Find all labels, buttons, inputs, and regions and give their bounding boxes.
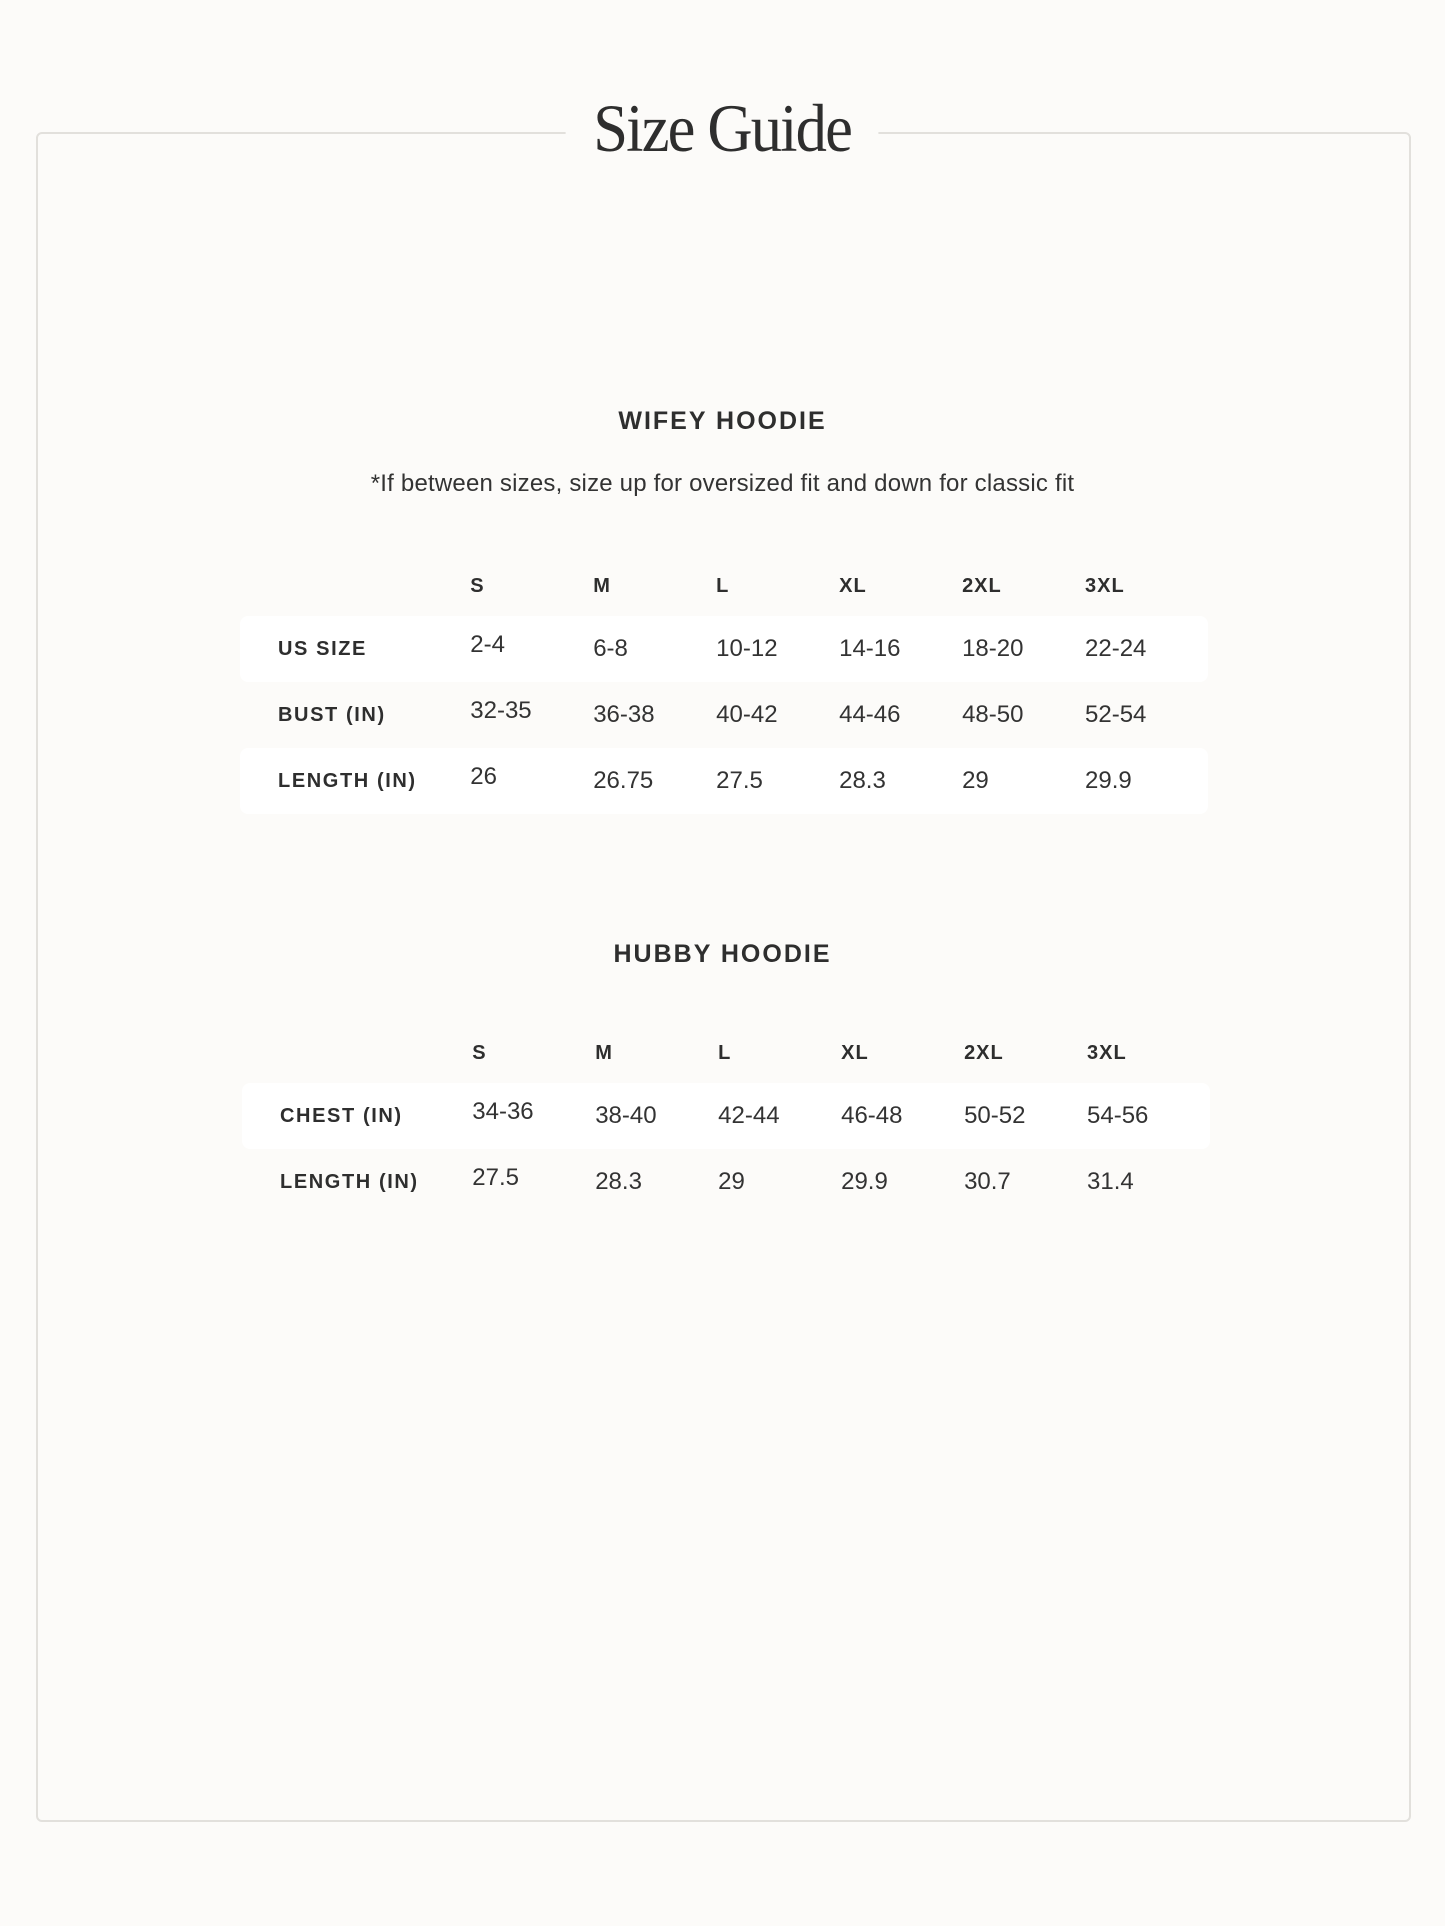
- table-cell: 34-36: [472, 1098, 534, 1125]
- column-header: 3XL: [1087, 1041, 1127, 1064]
- table-cell: 18-20: [962, 635, 1024, 662]
- table-cell: 46-48: [841, 1102, 903, 1129]
- wifey-size-table: [240, 556, 1208, 814]
- table-row-length: [240, 748, 1208, 814]
- table-cell: 22-24: [1085, 635, 1147, 662]
- table-cell: 29.9: [841, 1168, 888, 1195]
- table-cell: 32-35: [470, 697, 532, 724]
- row-label: CHEST (IN): [280, 1104, 403, 1127]
- table-row-us-size: [240, 616, 1208, 682]
- column-header: 2XL: [962, 574, 1002, 597]
- column-header: S: [470, 574, 485, 597]
- column-header: 2XL: [964, 1041, 1004, 1064]
- table-cell: 40-42: [716, 701, 778, 728]
- column-header: 3XL: [1085, 574, 1125, 597]
- hubby-hoodie-heading: HUBBY HOODIE: [613, 940, 832, 968]
- row-label: US SIZE: [278, 637, 367, 660]
- table-cell: 52-54: [1085, 701, 1147, 728]
- table-cell: 50-52: [964, 1102, 1026, 1129]
- table-cell: 27.5: [472, 1164, 519, 1191]
- row-label: LENGTH (IN): [278, 769, 417, 792]
- table-cell: 29: [718, 1168, 745, 1195]
- row-label: LENGTH (IN): [280, 1170, 419, 1193]
- table-header-row: [242, 1023, 1210, 1083]
- table-cell: 54-56: [1087, 1102, 1149, 1129]
- table-row-length: [242, 1149, 1210, 1215]
- table-cell: 29.9: [1085, 767, 1132, 794]
- hubby-size-table: [242, 1023, 1210, 1215]
- row-label: BUST (IN): [278, 703, 386, 726]
- column-header: XL: [841, 1041, 869, 1064]
- column-header: XL: [839, 574, 867, 597]
- table-header-row: [240, 556, 1208, 616]
- table-cell: 38-40: [595, 1102, 657, 1129]
- table-cell: 30.7: [964, 1168, 1011, 1195]
- table-cell: 28.3: [839, 767, 886, 794]
- table-cell: 2-4: [470, 631, 505, 658]
- column-header: L: [716, 574, 730, 597]
- table-cell: 36-38: [593, 701, 655, 728]
- table-cell: 14-16: [839, 635, 901, 662]
- sizing-note: *If between sizes, size up for oversized fit and down for classic fit: [370, 470, 1075, 497]
- table-cell: 48-50: [962, 701, 1024, 728]
- table-cell: 27.5: [716, 767, 763, 794]
- table-cell: 28.3: [595, 1168, 642, 1195]
- table-cell: 10-12: [716, 635, 778, 662]
- wifey-hoodie-heading: WIFEY HOODIE: [618, 407, 827, 435]
- table-cell: 26.75: [593, 767, 654, 794]
- table-cell: 42-44: [718, 1102, 780, 1129]
- table-cell: 6-8: [593, 635, 628, 662]
- table-cell: 31.4: [1087, 1168, 1134, 1195]
- column-header: M: [593, 574, 611, 597]
- table-cell: 44-46: [839, 701, 901, 728]
- column-header: M: [595, 1041, 613, 1064]
- table-row-bust: [240, 682, 1208, 748]
- table-cell: 29: [962, 767, 989, 794]
- title-wrapper: [0, 88, 1445, 168]
- table-cell: 26: [470, 763, 497, 790]
- column-header: S: [472, 1041, 487, 1064]
- size-guide-frame: [36, 132, 1411, 1822]
- column-header: L: [718, 1041, 732, 1064]
- table-row-chest: [242, 1083, 1210, 1149]
- page-title: Size Guide: [566, 88, 879, 168]
